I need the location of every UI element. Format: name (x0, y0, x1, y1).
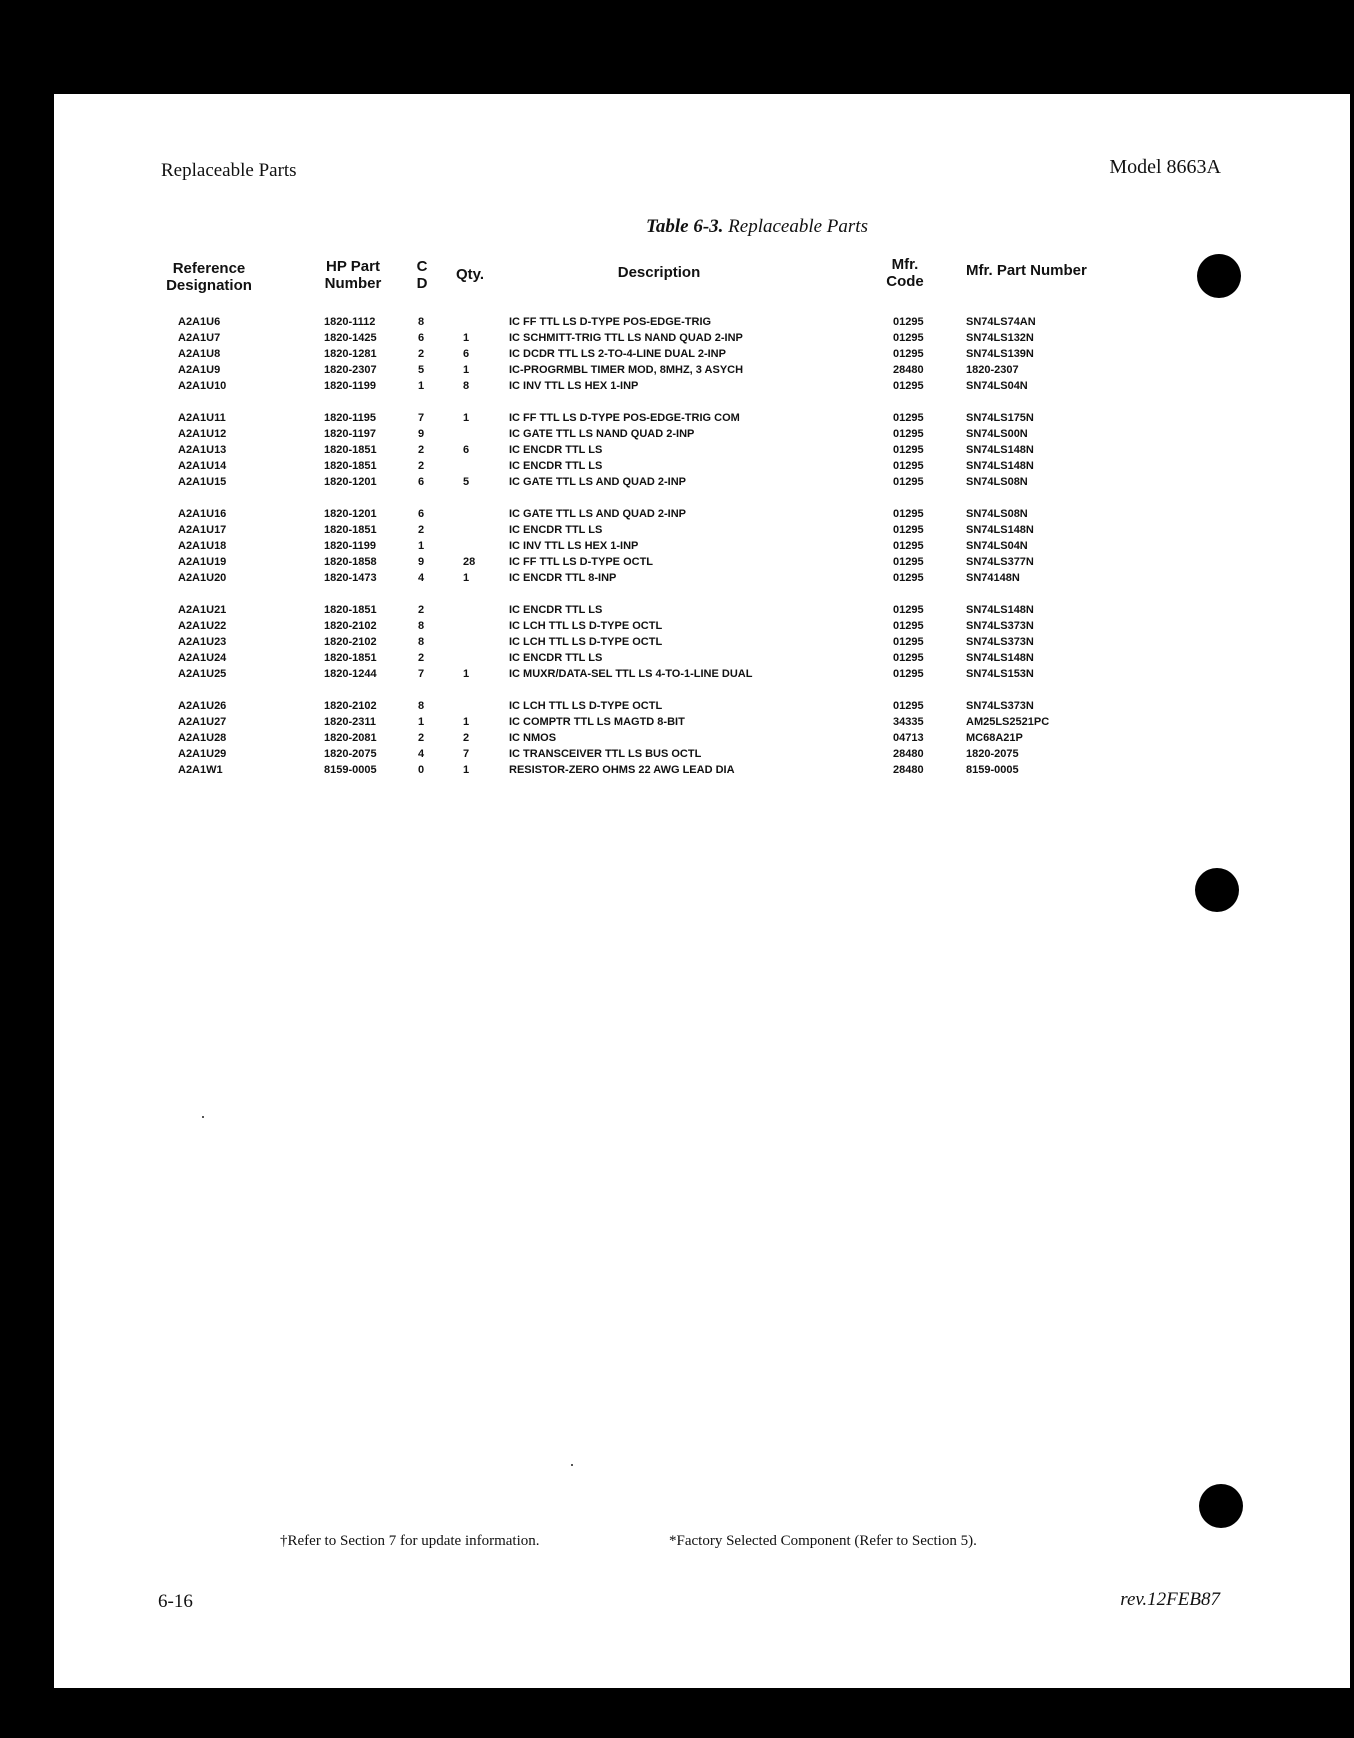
mfr-part-number: MC68A21P (966, 732, 1023, 744)
mfr-code: 01295 (893, 476, 924, 488)
mfr-code: 01295 (893, 540, 924, 552)
mfr-code: 28480 (893, 748, 924, 760)
page-number: 6-16 (158, 1591, 193, 1612)
check-digit: 6 (418, 476, 425, 488)
hp-part-number: 1820-1195 (324, 412, 376, 424)
check-digit: 2 (418, 348, 425, 360)
col-header-mfr-code (880, 256, 930, 290)
ref-designation: A2A1U24 (178, 652, 227, 664)
check-digit: 2 (418, 444, 425, 456)
hp-part-number: 1820-1851 (324, 444, 377, 456)
mfr-part-number: SN74LS377N (966, 556, 1034, 568)
mfr-part-number: 1820-2307 (966, 364, 1019, 376)
table-row (54, 540, 1350, 556)
hp-part-number: 1820-1851 (324, 524, 377, 536)
ref-designation: A2A1U27 (178, 716, 227, 728)
table-row (54, 572, 1350, 588)
description: IC FF TTL LS D-TYPE OCTL (509, 556, 654, 568)
check-digit: 2 (418, 652, 425, 664)
binder-hole-bottom (1199, 1484, 1243, 1528)
description: IC LCH TTL LS D-TYPE OCTL (509, 620, 663, 632)
hp-part-number: 1820-1851 (324, 604, 377, 616)
description: IC ENCDR TTL LS (509, 604, 603, 616)
hp-part-number: 1820-1851 (324, 652, 377, 664)
mfr-part-number: 8159-0005 (966, 764, 1019, 776)
mfr-code: 01295 (893, 508, 924, 520)
col-header-reference-line2: Designation (166, 277, 252, 294)
hp-part-number: 1820-1281 (324, 348, 377, 360)
check-digit: 2 (418, 604, 425, 616)
ref-designation: A2A1U22 (178, 620, 227, 632)
ref-designation: A2A1U8 (178, 348, 221, 360)
mfr-code: 01295 (893, 652, 924, 664)
table-row (54, 636, 1350, 652)
check-digit: 4 (418, 748, 425, 760)
hp-part-number: 1820-1112 (324, 316, 376, 328)
ref-designation: A2A1U7 (178, 332, 221, 344)
table-row (54, 764, 1350, 780)
mfr-part-number: SN74LS148N (966, 524, 1034, 536)
table-number: Table 6-3. (646, 216, 724, 237)
col-header-cd-line1: C (416, 258, 428, 275)
table-caption (54, 216, 1350, 238)
table-row (54, 732, 1350, 748)
col-header-description: Description (617, 264, 701, 281)
ref-designation: A2A1U16 (178, 508, 227, 520)
description: IC INV TTL LS HEX 1-INP (509, 540, 639, 552)
col-header-hp-part (318, 258, 388, 292)
ref-designation: A2A1U20 (178, 572, 227, 584)
mfr-part-number: SN74LS175N (966, 412, 1034, 424)
footnote-factory-selected: *Factory Selected Component (Refer to Section 5). (669, 1533, 977, 1549)
mfr-part-number: SN74LS153N (966, 668, 1034, 680)
table-row (54, 332, 1350, 348)
hp-part-number: 1820-1199 (324, 540, 376, 552)
hp-part-number: 1820-1201 (324, 508, 377, 520)
mfr-part-number: SN74LS373N (966, 620, 1034, 632)
mfr-code: 01295 (893, 332, 924, 344)
table-row (54, 700, 1350, 716)
quantity: 1 (463, 412, 470, 424)
table-row (54, 748, 1350, 764)
quantity: 7 (463, 748, 470, 760)
check-digit: 8 (418, 700, 425, 712)
hp-part-number: 1820-2075 (324, 748, 377, 760)
table-row (54, 428, 1350, 444)
check-digit: 0 (418, 764, 425, 776)
mfr-code: 01295 (893, 556, 924, 568)
ref-designation: A2A1U29 (178, 748, 227, 760)
hp-part-number: 1820-2307 (324, 364, 377, 376)
quantity: 1 (463, 332, 470, 344)
scan-speck (202, 1116, 204, 1118)
mfr-part-number: SN74LS00N (966, 428, 1028, 440)
check-digit: 8 (418, 620, 425, 632)
mfr-code: 01295 (893, 428, 924, 440)
description: IC LCH TTL LS D-TYPE OCTL (509, 700, 663, 712)
mfr-part-number: AM25LS2521PC (966, 716, 1050, 728)
ref-designation: A2A1U19 (178, 556, 227, 568)
hp-part-number: 1820-2102 (324, 636, 377, 648)
mfr-code: 04713 (893, 732, 924, 744)
mfr-code: 01295 (893, 316, 924, 328)
scan-speck (571, 1464, 573, 1466)
description: IC FF TTL LS D-TYPE POS-EDGE-TRIG (509, 316, 712, 328)
mfr-code: 01295 (893, 348, 924, 360)
table-row (54, 380, 1350, 396)
mfr-code: 28480 (893, 364, 924, 376)
mfr-code: 01295 (893, 460, 924, 472)
description: IC LCH TTL LS D-TYPE OCTL (509, 636, 663, 648)
table-row (54, 652, 1350, 668)
description: IC DCDR TTL LS 2-TO-4-LINE DUAL 2-INP (509, 348, 726, 360)
quantity: 6 (463, 348, 470, 360)
hp-part-number: 1820-2081 (324, 732, 377, 744)
check-digit: 6 (418, 508, 425, 520)
table-row (54, 716, 1350, 732)
quantity: 2 (463, 732, 470, 744)
table-row (54, 364, 1350, 380)
check-digit: 9 (418, 556, 425, 568)
model-title: Model 8663A (1109, 156, 1221, 178)
mfr-part-number: SN74LS08N (966, 508, 1028, 520)
mfr-code: 01295 (893, 524, 924, 536)
mfr-part-number: SN74LS148N (966, 444, 1034, 456)
description: IC-PROGRMBL TIMER MOD, 8MHZ, 3 ASYCH (509, 364, 744, 376)
hp-part-number: 1820-1425 (324, 332, 377, 344)
mfr-part-number: SN74LS148N (966, 652, 1034, 664)
description: IC ENCDR TTL 8-INP (509, 572, 617, 584)
hp-part-number: 8159-0005 (324, 764, 377, 776)
check-digit: 5 (418, 364, 425, 376)
mfr-part-number: SN74LS74AN (966, 316, 1036, 328)
description: IC NMOS (509, 732, 557, 744)
check-digit: 1 (418, 540, 425, 552)
mfr-part-number: SN74148N (966, 572, 1020, 584)
hp-part-number: 1820-1858 (324, 556, 377, 568)
document-page (54, 94, 1350, 1688)
check-digit: 1 (418, 716, 425, 728)
ref-designation: A2A1U12 (178, 428, 227, 440)
check-digit: 2 (418, 460, 425, 472)
col-header-cd (410, 258, 434, 292)
check-digit: 6 (418, 332, 425, 344)
description: IC GATE TTL LS AND QUAD 2-INP (509, 476, 687, 488)
description: IC COMPTR TTL LS MAGTD 8-BIT (509, 716, 685, 728)
mfr-part-number: SN74LS373N (966, 700, 1034, 712)
description: IC MUXR/DATA-SEL TTL LS 4-TO-1-LINE DUAL (509, 668, 753, 680)
table-row (54, 412, 1350, 428)
mfr-code: 01295 (893, 620, 924, 632)
col-header-reference-line1: Reference (172, 260, 246, 277)
col-header-mfr-line2: Code (886, 273, 924, 290)
hp-part-number: 1820-1201 (324, 476, 377, 488)
hp-part-number: 1820-1197 (324, 428, 376, 440)
description: IC GATE TTL LS AND QUAD 2-INP (509, 508, 687, 520)
table-row (54, 444, 1350, 460)
table-row (54, 316, 1350, 332)
hp-part-number: 1820-1851 (324, 460, 377, 472)
table-row (54, 348, 1350, 364)
mfr-code: 01295 (893, 444, 924, 456)
mfr-part-number: SN74LS139N (966, 348, 1034, 360)
col-header-mfr-line1: Mfr. (891, 256, 919, 273)
binder-hole-top (1197, 254, 1241, 298)
quantity: 8 (463, 380, 470, 392)
quantity: 5 (463, 476, 470, 488)
ref-designation: A2A1U23 (178, 636, 227, 648)
mfr-part-number: SN74LS08N (966, 476, 1028, 488)
table-row (54, 508, 1350, 524)
ref-designation: A2A1U18 (178, 540, 227, 552)
check-digit: 2 (418, 732, 425, 744)
section-title: Replaceable Parts (161, 160, 297, 181)
col-header-qty: Qty. (455, 266, 485, 283)
check-digit: 7 (418, 668, 425, 680)
description: IC FF TTL LS D-TYPE POS-EDGE-TRIG COM (509, 412, 740, 424)
table-row (54, 476, 1350, 492)
description: IC ENCDR TTL LS (509, 444, 603, 456)
check-digit: 9 (418, 428, 425, 440)
revision-date: rev.12FEB87 (1120, 1589, 1220, 1610)
col-header-cd-line2: D (416, 275, 428, 292)
mfr-code: 28480 (893, 764, 924, 776)
mfr-code: 01295 (893, 668, 924, 680)
ref-designation: A2A1U21 (178, 604, 227, 616)
mfr-code: 01295 (893, 700, 924, 712)
check-digit: 2 (418, 524, 425, 536)
ref-designation: A2A1U9 (178, 364, 221, 376)
description: RESISTOR-ZERO OHMS 22 AWG LEAD DIA (509, 764, 735, 776)
mfr-part-number: 1820-2075 (966, 748, 1019, 760)
ref-designation: A2A1U15 (178, 476, 227, 488)
ref-designation: A2A1U13 (178, 444, 227, 456)
description: IC SCHMITT-TRIG TTL LS NAND QUAD 2-INP (509, 332, 743, 344)
hp-part-number: 1820-2102 (324, 620, 377, 632)
description: IC GATE TTL LS NAND QUAD 2-INP (509, 428, 695, 440)
binder-hole-middle (1195, 868, 1239, 912)
mfr-code: 01295 (893, 572, 924, 584)
quantity: 1 (463, 668, 470, 680)
hp-part-number: 1820-1244 (324, 668, 377, 680)
hp-part-number: 1820-2102 (324, 700, 377, 712)
ref-designation: A2A1U6 (178, 316, 221, 328)
mfr-code: 01295 (893, 412, 924, 424)
table-row (54, 668, 1350, 684)
col-header-hp-line1: HP Part (326, 258, 380, 275)
hp-part-number: 1820-1199 (324, 380, 376, 392)
table-row (54, 556, 1350, 572)
ref-designation: A2A1U26 (178, 700, 227, 712)
quantity: 28 (463, 556, 476, 568)
mfr-part-number: SN74LS132N (966, 332, 1034, 344)
footnote-update: †Refer to Section 7 for update information. (280, 1533, 540, 1549)
table-row (54, 604, 1350, 620)
mfr-part-number: SN74LS373N (966, 636, 1034, 648)
ref-designation: A2A1U25 (178, 668, 227, 680)
check-digit: 4 (418, 572, 425, 584)
ref-designation: A2A1U10 (178, 380, 227, 392)
mfr-code: 01295 (893, 636, 924, 648)
quantity: 1 (463, 364, 470, 376)
mfr-code: 34335 (893, 716, 924, 728)
description: IC INV TTL LS HEX 1-INP (509, 380, 639, 392)
ref-designation: A2A1W1 (178, 764, 223, 776)
mfr-part-number: SN74LS148N (966, 460, 1034, 472)
table-row (54, 460, 1350, 476)
quantity: 1 (463, 572, 470, 584)
ref-designation: A2A1U28 (178, 732, 227, 744)
mfr-part-number: SN74LS148N (966, 604, 1034, 616)
col-header-mfr-part-number: Mfr. Part Number (966, 262, 1087, 279)
check-digit: 8 (418, 316, 425, 328)
mfr-code: 01295 (893, 604, 924, 616)
quantity: 6 (463, 444, 470, 456)
description: IC TRANSCEIVER TTL LS BUS OCTL (509, 748, 702, 760)
table-row (54, 620, 1350, 636)
description: IC ENCDR TTL LS (509, 460, 603, 472)
quantity: 1 (463, 716, 470, 728)
ref-designation: A2A1U14 (178, 460, 227, 472)
mfr-part-number: SN74LS04N (966, 540, 1028, 552)
mfr-code: 01295 (893, 380, 924, 392)
col-header-reference (154, 260, 264, 294)
description: IC ENCDR TTL LS (509, 652, 603, 664)
mfr-part-number: SN74LS04N (966, 380, 1028, 392)
hp-part-number: 1820-2311 (324, 716, 376, 728)
check-digit: 7 (418, 412, 425, 424)
check-digit: 8 (418, 636, 425, 648)
table-row (54, 524, 1350, 540)
hp-part-number: 1820-1473 (324, 572, 377, 584)
col-header-hp-line2: Number (324, 275, 382, 292)
table-title: Replaceable Parts (728, 216, 868, 237)
check-digit: 1 (418, 380, 425, 392)
ref-designation: A2A1U17 (178, 524, 227, 536)
quantity: 1 (463, 764, 470, 776)
ref-designation: A2A1U11 (178, 412, 226, 424)
description: IC ENCDR TTL LS (509, 524, 603, 536)
